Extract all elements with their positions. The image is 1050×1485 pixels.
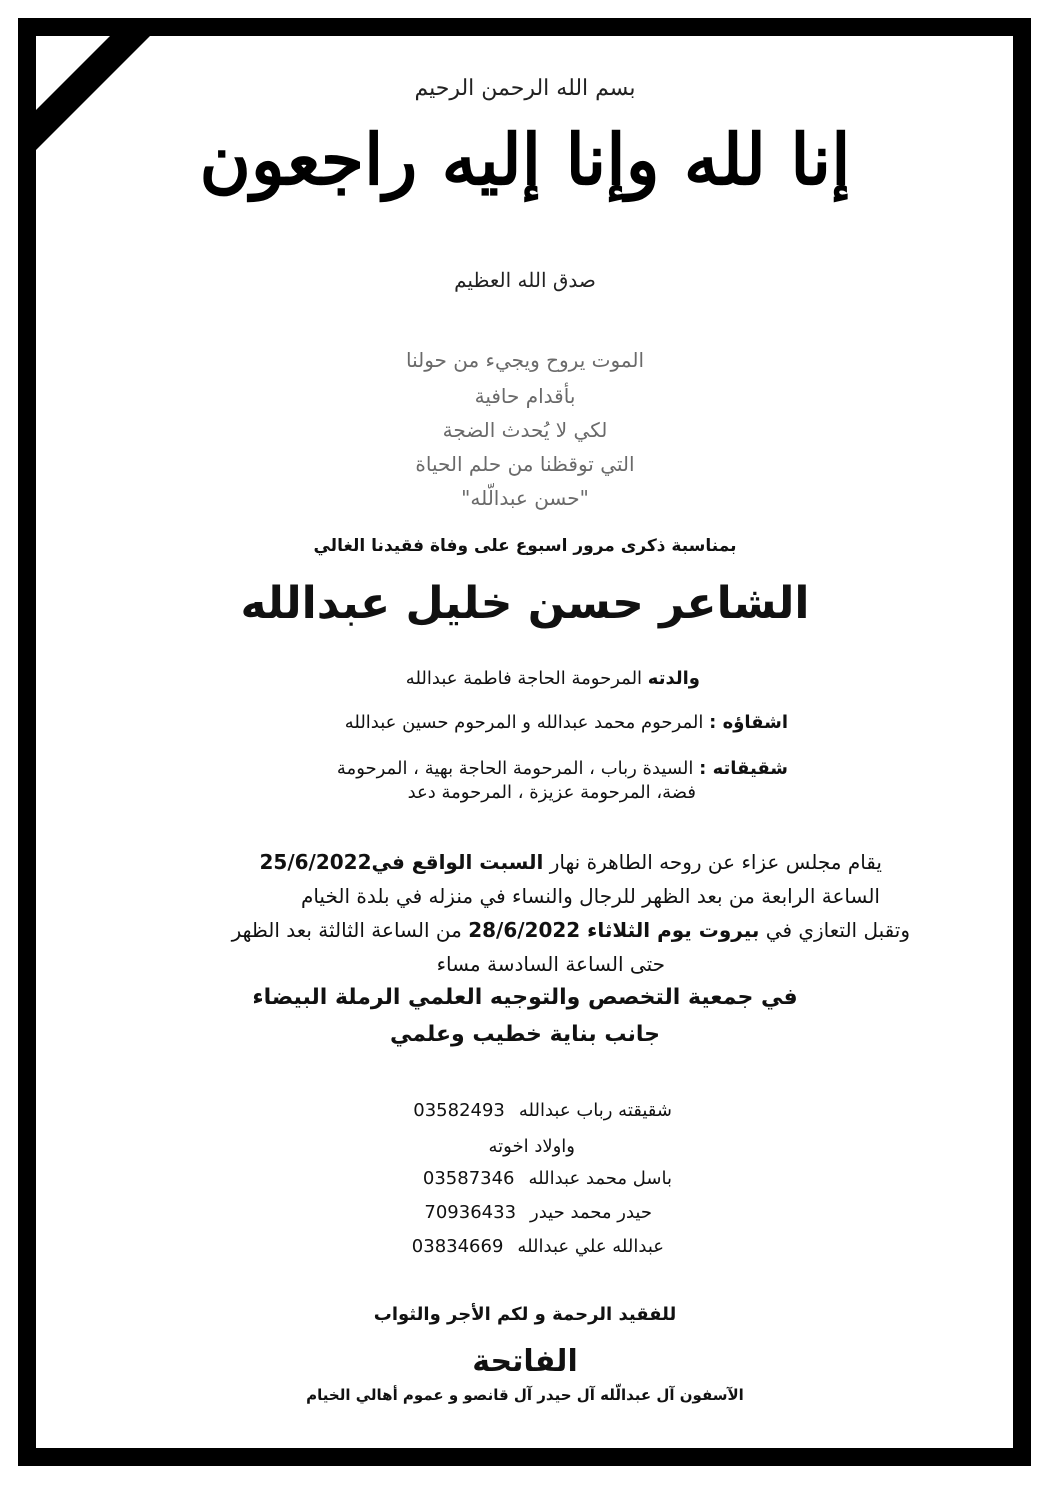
info-3c: من الساعة الثالثة بعد الظهر <box>231 918 469 942</box>
info-line-3 <box>232 918 910 942</box>
info-line-1 <box>259 850 882 874</box>
poem-line: التي توقظنا من حلم الحياة <box>415 452 635 476</box>
mother-label: والدته <box>647 668 700 689</box>
contact-row <box>413 1100 672 1121</box>
sisters-line <box>288 758 788 780</box>
poem-line: لكي لا يُحدث الضجة <box>442 418 608 442</box>
contact-row <box>423 1168 672 1189</box>
info-1a: يقام مجلس عزاء عن روحه الطاهرة نهار <box>543 850 882 874</box>
venue-line-2: جانب بناية خطيب وعلمي <box>390 1022 660 1047</box>
info-line-4: حتى الساعة السادسة مساء <box>436 952 665 976</box>
deceased-name: الشاعر حسن خليل عبدالله <box>240 578 810 629</box>
contact-name: شقيقته رباب عبدالله <box>518 1100 672 1121</box>
quran-verse-title: إنا لله وإنا إليه راجعون <box>199 118 851 201</box>
basmala: بسم الله الرحمن الرحيم <box>414 76 636 101</box>
sisters-names-2: فضة، المرحومة عزيزة ، المرحومة دعد <box>407 782 696 803</box>
brothers-names: المرحوم محمد عبدالله و المرحوم حسين عبدالله <box>344 712 704 733</box>
mother-name: المرحومة الحاجة فاطمة عبدالله <box>405 668 643 689</box>
info-3a: وتقبل التعازي في <box>759 918 910 942</box>
contact-row <box>424 1202 652 1223</box>
contact-heading: واولاد اخوته <box>488 1136 575 1157</box>
sadaq-allah: صدق الله العظيم <box>454 268 596 292</box>
brothers-line <box>345 712 788 733</box>
family-signature: الآسفون آل عبدالّله آل حيدر آل قانصو و عموم أهالي الخيام <box>306 1386 744 1404</box>
contact-phone: 03582493 <box>413 1100 505 1121</box>
sisters-names-1: السيدة رباب ، المرحومة الحاجة بهية ، المرحومة <box>336 758 694 779</box>
closing-prayer: للفقيد الرحمة و لكم الأجر والثواب <box>373 1304 677 1325</box>
brothers-label: اشقاؤه : <box>709 712 788 733</box>
occasion-text: بمناسبة ذكرى مرور اسبوع على وفاة فقيدنا الغالي <box>313 536 737 556</box>
poem-author: "حسن عبدالّله" <box>461 486 589 510</box>
info-1b: السبت الواقع في25/6/2022 <box>259 850 544 874</box>
contact-name: حيدر محمد حيدر <box>530 1202 652 1223</box>
mother-line <box>406 668 700 689</box>
contact-phone: 03834669 <box>411 1236 504 1257</box>
info-3b: بيروت يوم الثلاثاء 28/6/2022 <box>468 918 760 942</box>
sisters-label: شقيقاته : <box>699 758 788 779</box>
contact-phone: 03587346 <box>422 1168 515 1189</box>
poem-line: بأقدام حافية <box>474 384 576 408</box>
contact-phone: 70936433 <box>424 1202 517 1223</box>
contact-row <box>412 1236 664 1257</box>
contact-name: عبدالله علي عبدالله <box>517 1236 664 1257</box>
venue-line-1: في جمعية التخصص والتوجيه العلمي الرملة البيضاء <box>252 985 798 1010</box>
poem-line: الموت يروح ويجيء من حولنا <box>405 348 645 372</box>
fatiha: الفاتحة <box>472 1344 578 1379</box>
contact-name: باسل محمد عبدالله <box>528 1168 672 1189</box>
info-line-2: الساعة الرابعة من بعد الظهر للرجال والنساء في منزله في بلدة الخيام <box>300 884 880 908</box>
